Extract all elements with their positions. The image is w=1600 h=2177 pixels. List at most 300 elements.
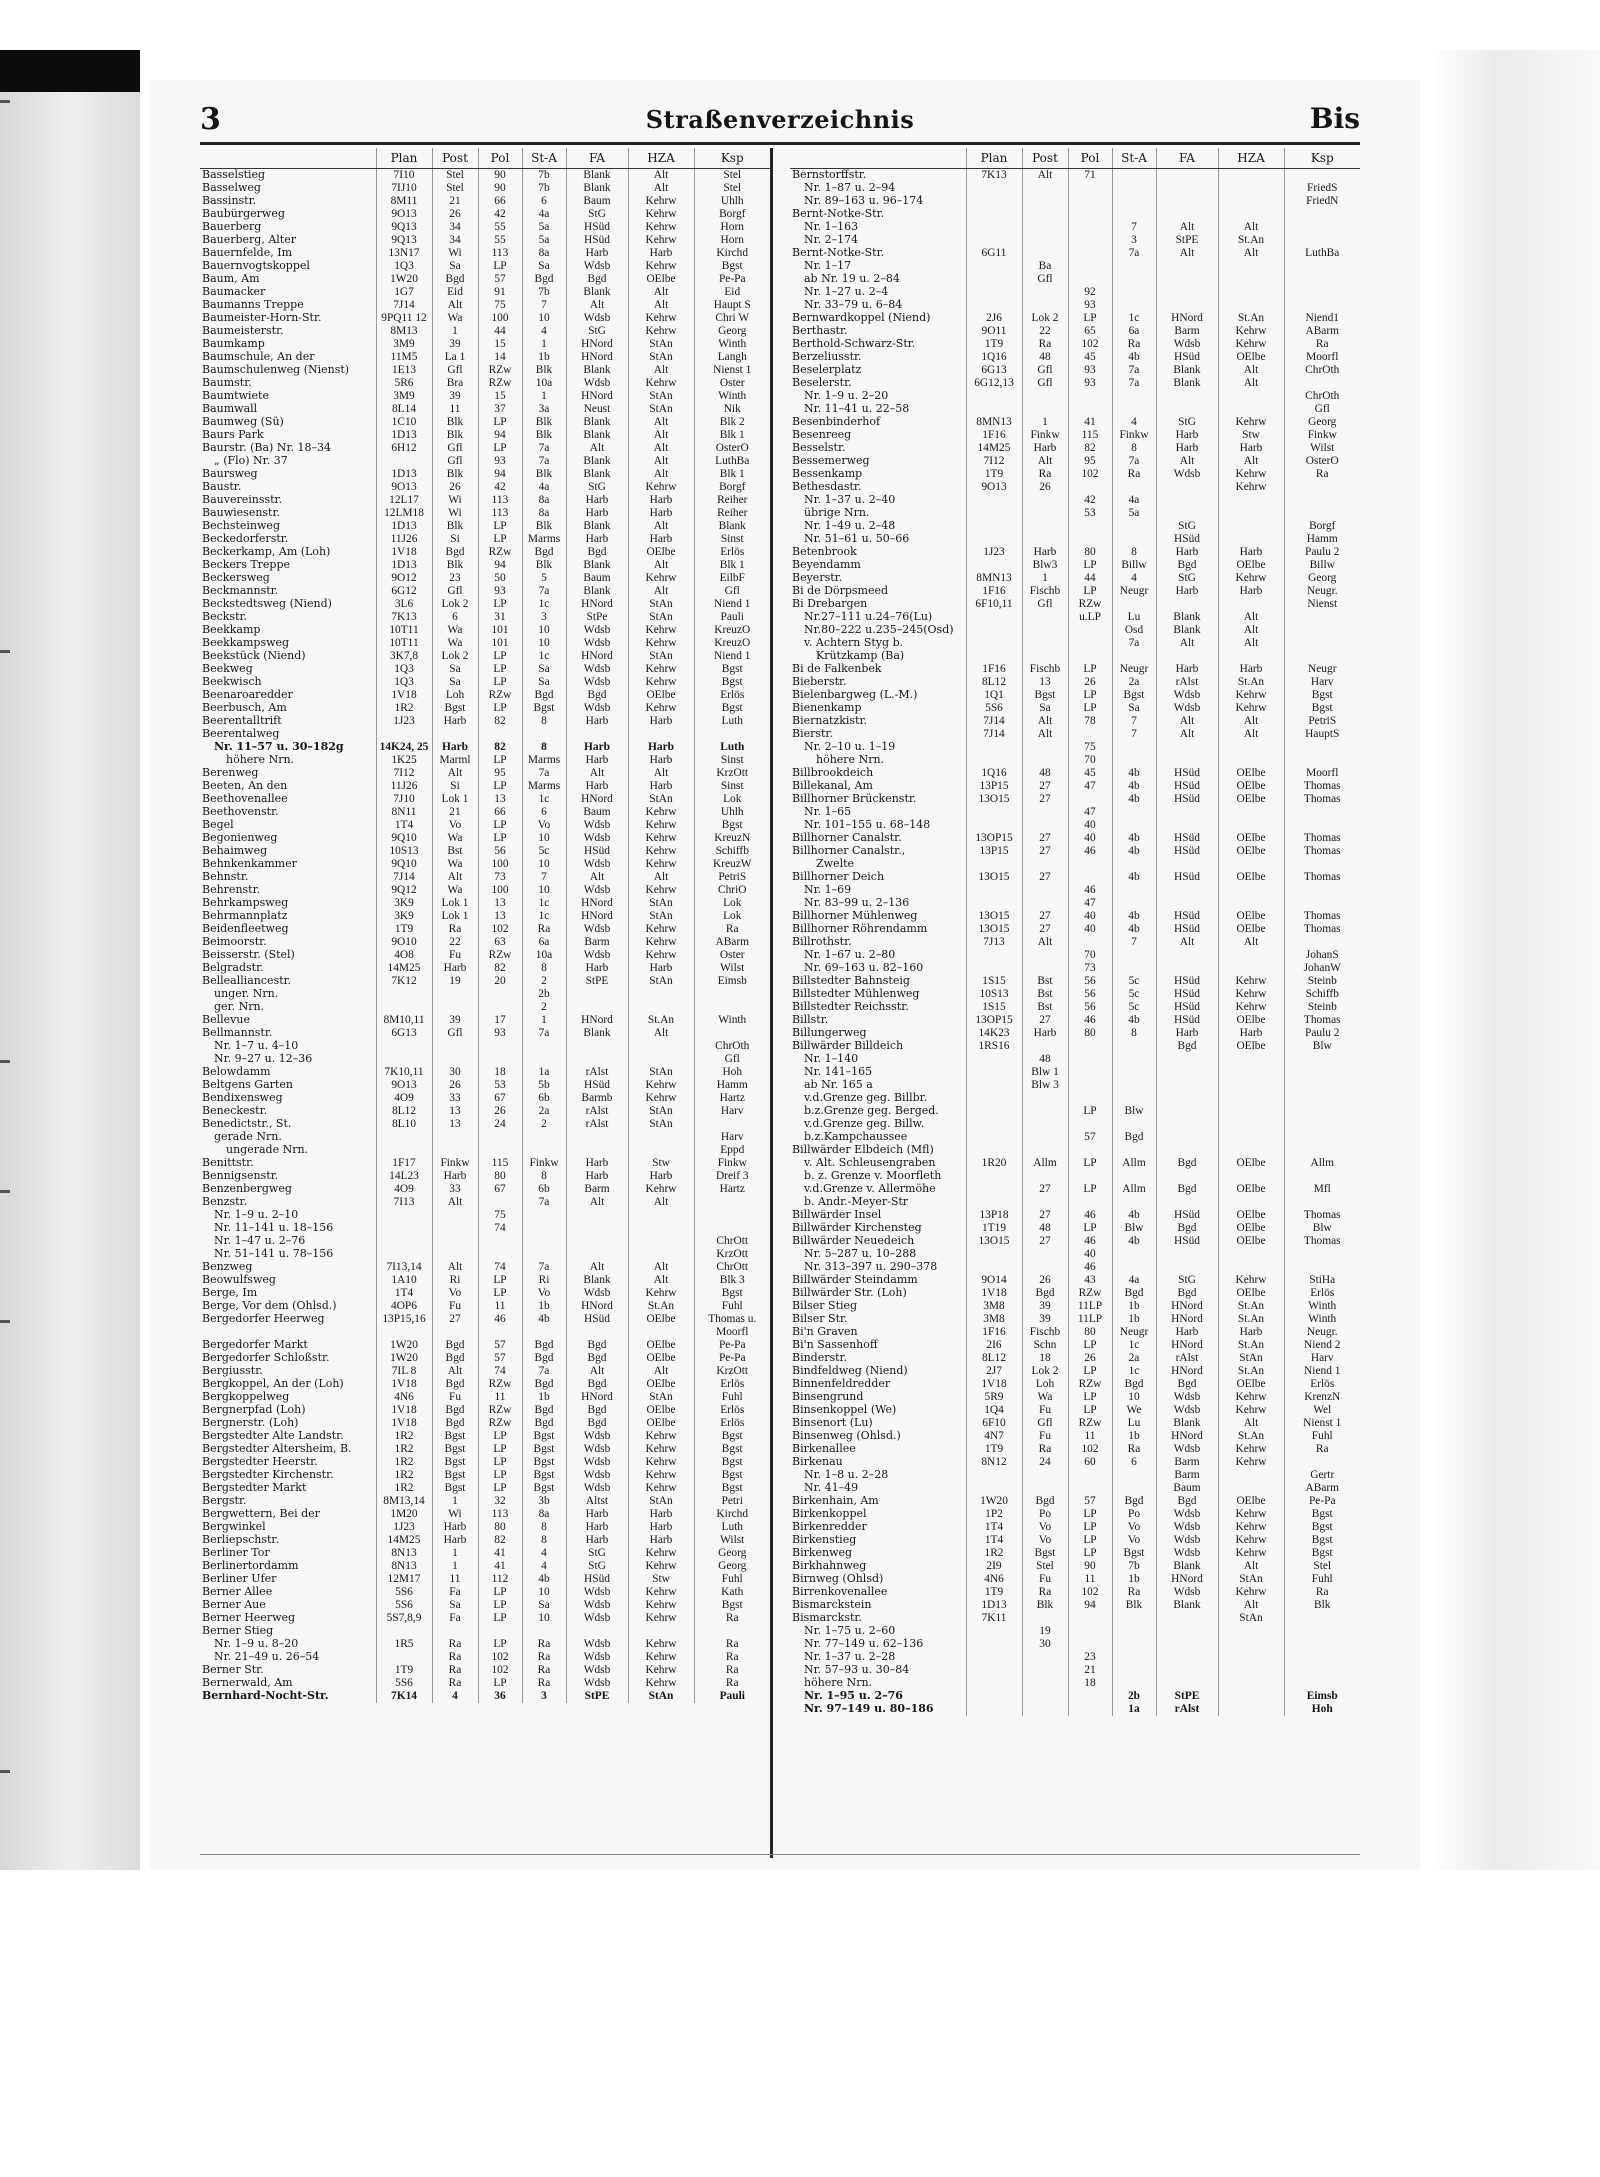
cell-fa: Wdsb (1156, 1443, 1218, 1456)
cell-ksp: Harv (1284, 1352, 1360, 1365)
cell-st-a (1112, 754, 1156, 767)
cell-pol: 102 (478, 923, 522, 936)
cell-fa (1156, 1664, 1218, 1677)
cell-fa: StG (566, 1560, 628, 1573)
cell-plan: 1D13 (376, 520, 432, 533)
street-name: Bi de Falkenbek (792, 663, 882, 676)
street-name: Beneckestr. (202, 1105, 268, 1118)
table-row (200, 494, 770, 507)
cell-ksp (694, 1209, 770, 1222)
cell-hza (1218, 1170, 1284, 1183)
street-name: Bellealliancestr. (202, 975, 292, 988)
cell-hza: OElbe (628, 1313, 694, 1326)
cell-pol: 46 (1068, 1261, 1112, 1274)
cell-ksp: Niend1 (1284, 312, 1360, 325)
cell-hza: Kehrw (1218, 325, 1284, 338)
cell-plan (376, 1235, 432, 1248)
street-name: Billekanal, Am (792, 780, 873, 793)
cell-pol: 80 (1068, 1326, 1112, 1339)
cell-hza: Kehrw (628, 806, 694, 819)
cell-pol: 78 (1068, 715, 1112, 728)
cell-post: Bgst (432, 1482, 478, 1495)
street-name: Nr. 1–7 u. 4–10 (214, 1040, 299, 1053)
cell-post: 11 (432, 1573, 478, 1586)
cell-post: Fischb (1022, 585, 1068, 598)
cell-hza: Harb (628, 1521, 694, 1534)
table-row (200, 169, 770, 183)
cell-pol: LP (1068, 689, 1112, 702)
table-row (200, 806, 770, 819)
cell-ksp: Wel (1284, 1404, 1360, 1417)
cell-st-a: 5c (1112, 988, 1156, 1001)
cell-pol: 66 (478, 806, 522, 819)
cell-plan (966, 611, 1022, 624)
street-name: Billungerweg (792, 1027, 867, 1040)
cell-st-a: Marms (522, 754, 566, 767)
cell-post (1022, 819, 1068, 832)
cell-hza: Kehrw (628, 1456, 694, 1469)
cell-post: 19 (432, 975, 478, 988)
street-name: Behrenstr. (202, 884, 261, 897)
cell-ksp: KreuzO (694, 637, 770, 650)
cell-st-a: 8 (522, 1534, 566, 1547)
cell-post: Bgst (1022, 1547, 1068, 1560)
cell-fa (1156, 1105, 1218, 1118)
cell-hza: OElbe (1218, 832, 1284, 845)
cell-ksp: Niend 1 (694, 650, 770, 663)
cell-hza (1218, 195, 1284, 208)
header-fa: FA (1156, 148, 1218, 169)
table-row (200, 1261, 770, 1274)
table-row (790, 507, 1360, 520)
street-name: Beckerkamp, Am (Loh) (202, 546, 331, 559)
cell-pol: 41 (478, 1560, 522, 1573)
table-row (790, 429, 1360, 442)
cell-st-a: 8a (522, 507, 566, 520)
table-row (790, 1508, 1360, 1521)
cell-plan: 13O15 (966, 1235, 1022, 1248)
cell-plan (966, 1131, 1022, 1144)
cell-plan: 13N17 (376, 247, 432, 260)
cell-pol (1068, 936, 1112, 949)
cell-post: Bgst (432, 1469, 478, 1482)
cell-st-a: 4b (1112, 1235, 1156, 1248)
street-name: Nr. 1–69 (804, 884, 852, 897)
cell-pol: LP (478, 832, 522, 845)
cell-hza: OElbe (1218, 780, 1284, 793)
cell-fa: Barm (1156, 1469, 1218, 1482)
table-row (200, 1521, 770, 1534)
cell-hza: Kehrw (628, 1430, 694, 1443)
cell-fa: Wdsb (1156, 468, 1218, 481)
cell-st-a: 7b (522, 286, 566, 299)
cell-plan: 9O12 (376, 572, 432, 585)
cell-st-a (1112, 962, 1156, 975)
cell-hza: St.An (1218, 676, 1284, 689)
cell-fa: rAlst (1156, 1703, 1218, 1716)
street-name: Birkhahnweg (792, 1560, 867, 1573)
cell-plan: 1A10 (376, 1274, 432, 1287)
cell-st-a (1112, 1248, 1156, 1261)
cell-post: Wi (432, 507, 478, 520)
table-row (790, 715, 1360, 728)
cell-pol: LP (1068, 1339, 1112, 1352)
cell-hza: Alt (628, 468, 694, 481)
cell-ksp (1284, 260, 1360, 273)
cell-post: 26 (1022, 1274, 1068, 1287)
street-name: Bergedorfer Heerweg (202, 1313, 325, 1326)
cell-fa: Wdsb (566, 819, 628, 832)
cell-hza: Kehrw (628, 1469, 694, 1482)
table-row (790, 1404, 1360, 1417)
cell-pol: 113 (478, 507, 522, 520)
cell-st-a: 4b (1112, 1209, 1156, 1222)
cell-plan: 14K24, 25 (376, 741, 432, 754)
table-row (790, 299, 1360, 312)
cell-post: Sa (432, 663, 478, 676)
cell-hza: Kehrw (628, 1599, 694, 1612)
cell-fa: Blank (566, 520, 628, 533)
cell-ksp (1284, 221, 1360, 234)
table-row (200, 520, 770, 533)
cell-hza: Alt (628, 364, 694, 377)
cell-fa: Wdsb (566, 884, 628, 897)
cell-fa (1156, 598, 1218, 611)
cell-st-a: 3 (1112, 234, 1156, 247)
street-name: Beckedorferstr. (202, 533, 289, 546)
cell-plan (376, 1651, 432, 1664)
street-name: Beerentalweg (202, 728, 280, 741)
table-row (790, 949, 1360, 962)
street-table-right (790, 148, 1360, 1716)
cell-pol: 46 (1068, 1209, 1112, 1222)
cell-ksp (694, 1196, 770, 1209)
table-row (200, 546, 770, 559)
cell-st-a: 5a (1112, 507, 1156, 520)
street-name: Baumanns Treppe (202, 299, 304, 312)
table-row (200, 1131, 770, 1144)
table-row (790, 1053, 1360, 1066)
cell-post: Ra (1022, 468, 1068, 481)
cell-st-a (522, 1248, 566, 1261)
cell-hza (1218, 819, 1284, 832)
cell-plan: 7J14 (966, 728, 1022, 741)
cell-hza: OElbe (628, 689, 694, 702)
street-name: Benzstr. (202, 1196, 248, 1209)
cell-st-a (522, 728, 566, 741)
cell-pol: 11 (1068, 1573, 1112, 1586)
cell-st-a: Bgd (1112, 1131, 1156, 1144)
cell-ksp: Eppd (694, 1144, 770, 1157)
cell-post: Fu (1022, 1573, 1068, 1586)
cell-hza: Alt (1218, 936, 1284, 949)
cell-pol: 113 (478, 494, 522, 507)
street-name: Bergstedter Markt (202, 1482, 307, 1495)
cell-post: Harb (432, 1170, 478, 1183)
cell-pol: 41 (478, 1547, 522, 1560)
cell-plan: 1R2 (376, 1430, 432, 1443)
cell-hza (628, 1131, 694, 1144)
cell-post (1022, 221, 1068, 234)
table-row (790, 1300, 1360, 1313)
street-name: Birrenkovenallee (792, 1586, 888, 1599)
cell-fa: Wdsb (566, 1586, 628, 1599)
cell-ksp (1284, 1131, 1360, 1144)
cell-hza: Kehrw (1218, 416, 1284, 429)
cell-plan: 1V18 (966, 1287, 1022, 1300)
cell-plan: 3M8 (966, 1313, 1022, 1326)
cell-st-a: Sa (522, 1599, 566, 1612)
cell-hza (1218, 494, 1284, 507)
street-name: Bergstr. (202, 1495, 247, 1508)
cell-hza: Kehrw (628, 1612, 694, 1625)
cell-pol: 80 (1068, 546, 1112, 559)
table-row (200, 1157, 770, 1170)
cell-st-a: 4b (1112, 910, 1156, 923)
cell-ksp (1284, 234, 1360, 247)
cell-plan: 8M13 (376, 325, 432, 338)
street-name: Bergwettern, Bei der (202, 1508, 320, 1521)
cell-st-a: Blw (1112, 1105, 1156, 1118)
street-name: Beekkamp (202, 624, 261, 637)
cell-plan: 5S6 (376, 1586, 432, 1599)
cell-fa: HSüd (566, 1079, 628, 1092)
cell-pol: RZw (478, 1417, 522, 1430)
table-row (200, 689, 770, 702)
table-row (200, 1638, 770, 1651)
street-table-left (200, 148, 770, 1703)
street-name: Nr. 77–149 u. 62–136 (804, 1638, 924, 1651)
cell-pol: RZw (478, 377, 522, 390)
cell-plan: 2J6 (966, 312, 1022, 325)
street-name: Nr. 1–163 (804, 221, 859, 234)
cell-ksp (1284, 1625, 1360, 1638)
cell-fa: StG (566, 325, 628, 338)
cell-post: Bgd (432, 1378, 478, 1391)
cell-pol: 46 (1068, 884, 1112, 897)
cell-ksp: Borgf (1284, 520, 1360, 533)
cell-st-a (1112, 533, 1156, 546)
street-name: Bernwardkoppel (Niend) (792, 312, 931, 325)
street-name: Bilser Stieg (792, 1300, 858, 1313)
table-row (790, 1690, 1360, 1703)
cell-pol: LP (1068, 1157, 1112, 1170)
cell-st-a (1112, 1092, 1156, 1105)
cell-plan: 1Q3 (376, 260, 432, 273)
cell-pol: 37 (478, 403, 522, 416)
cell-post: Fischb (1022, 1326, 1068, 1339)
street-name: Nr. 51–61 u. 50–66 (804, 533, 910, 546)
cell-pol (1068, 1066, 1112, 1079)
cell-pol: LP (478, 598, 522, 611)
cell-pol: 65 (1068, 325, 1112, 338)
cell-st-a (1112, 182, 1156, 195)
street-name: b. Andr.-Meyer-Str (804, 1196, 909, 1209)
cell-post: 27 (1022, 832, 1068, 845)
cell-fa: Wdsb (566, 663, 628, 676)
table-row (200, 260, 770, 273)
cell-st-a: 2a (1112, 1352, 1156, 1365)
cell-plan: 1T4 (376, 819, 432, 832)
cell-ksp: Ra (694, 1638, 770, 1651)
cell-hza: Kehrw (1218, 1508, 1284, 1521)
cell-hza: Kehrw (1218, 1443, 1284, 1456)
cell-fa: HSüd (1156, 910, 1218, 923)
table-row (790, 884, 1360, 897)
cell-st-a: 7a (1112, 377, 1156, 390)
cell-st-a (1112, 897, 1156, 910)
cell-fa (566, 1053, 628, 1066)
cell-pol (478, 1053, 522, 1066)
cell-ksp: Kirchd (694, 1508, 770, 1521)
cell-ksp: Lok (694, 793, 770, 806)
cell-fa: HSüd (1156, 1235, 1218, 1248)
header-plan: Plan (376, 148, 432, 169)
street-name: Bienenkamp (792, 702, 862, 715)
cell-pol: 40 (1068, 832, 1112, 845)
cell-post: 39 (1022, 1300, 1068, 1313)
cell-fa (1156, 650, 1218, 663)
cell-hza (1218, 897, 1284, 910)
table-row (790, 975, 1360, 988)
cell-ksp: Neugr (1284, 663, 1360, 676)
table-row (790, 351, 1360, 364)
street-name: Baumacker (202, 286, 266, 299)
cell-hza: St.An (1218, 1300, 1284, 1313)
cell-ksp (1284, 936, 1360, 949)
cell-plan: 3M9 (376, 390, 432, 403)
cell-ksp (1284, 897, 1360, 910)
cell-ksp: FriedS (1284, 182, 1360, 195)
cell-hza: Kehrw (628, 195, 694, 208)
cell-st-a: 1c (522, 910, 566, 923)
cell-hza: Kehrw (628, 832, 694, 845)
street-name: Begonienweg (202, 832, 278, 845)
cell-hza: Alt (628, 1027, 694, 1040)
street-name: Nr. 9–27 u. 12–36 (214, 1053, 313, 1066)
cell-st-a: 7 (1112, 221, 1156, 234)
cell-fa: Blank (1156, 1599, 1218, 1612)
cell-pol (478, 1248, 522, 1261)
street-name: Bieberstr. (792, 676, 847, 689)
cell-st-a (1112, 650, 1156, 663)
cell-pol: RZw (478, 1378, 522, 1391)
cell-ksp (694, 1222, 770, 1235)
cell-hza: StAn (628, 403, 694, 416)
cell-plan (966, 949, 1022, 962)
cell-plan (966, 754, 1022, 767)
table-row (200, 728, 770, 741)
cell-fa: Alt (1156, 455, 1218, 468)
cell-plan: 11M5 (376, 351, 432, 364)
cell-st-a: 8 (1112, 442, 1156, 455)
cell-fa: Wdsb (566, 1677, 628, 1690)
cell-fa: StPE (566, 1690, 628, 1703)
cell-st-a: 4 (522, 1547, 566, 1560)
cell-plan: 6F10,11 (966, 598, 1022, 611)
cell-hza (1218, 1118, 1284, 1131)
street-name: ungerade Nrn. (226, 1144, 309, 1157)
cell-post (432, 728, 478, 741)
cell-pol: LP (478, 780, 522, 793)
cell-ksp: Erlös (694, 689, 770, 702)
street-name: Nr. 1–67 u. 2–80 (804, 949, 896, 962)
cell-ksp (1284, 1118, 1360, 1131)
cell-pol: 57 (1068, 1131, 1112, 1144)
cell-plan: 1T4 (966, 1521, 1022, 1534)
cell-pol: 60 (1068, 1456, 1112, 1469)
cell-fa: HSüd (1156, 793, 1218, 806)
cell-st-a: Bgd (522, 1417, 566, 1430)
cell-post: Po (1022, 1508, 1068, 1521)
cell-fa: Harb (1156, 429, 1218, 442)
cell-plan: 2J7 (966, 1365, 1022, 1378)
cell-hza: Alt (628, 442, 694, 455)
cell-ksp: Fuhl (694, 1391, 770, 1404)
street-name: Behnkenkammer (202, 858, 297, 871)
cell-plan: 7I12 (376, 767, 432, 780)
cell-pol: 18 (1068, 1677, 1112, 1690)
cell-hza: Harb (1218, 1027, 1284, 1040)
cell-hza: OElbe (628, 1339, 694, 1352)
cell-ksp (1284, 884, 1360, 897)
header-plan: Plan (966, 148, 1022, 169)
cell-post: 6 (432, 611, 478, 624)
table-row (200, 403, 770, 416)
cell-ksp: Hartz (694, 1183, 770, 1196)
cell-post: 11 (432, 403, 478, 416)
cell-st-a: Allm (1112, 1157, 1156, 1170)
cell-pol: RZw (478, 689, 522, 702)
street-name: Nr. 89–163 u. 96–174 (804, 195, 924, 208)
cell-ksp (1284, 273, 1360, 286)
cell-hza: Harb (628, 741, 694, 754)
cell-pol: 82 (1068, 442, 1112, 455)
cell-post (1022, 1651, 1068, 1664)
cell-post (432, 1053, 478, 1066)
cell-fa: Wdsb (566, 377, 628, 390)
cell-ksp: Blw (1284, 1222, 1360, 1235)
cell-ksp: Nienst (1284, 598, 1360, 611)
cell-plan: 2I9 (966, 1560, 1022, 1573)
cell-hza: Kehrw (628, 234, 694, 247)
cell-ksp (694, 1001, 770, 1014)
street-name: Binnenfeldredder (792, 1378, 891, 1391)
cell-pol: 94 (1068, 1599, 1112, 1612)
cell-pol: 11 (1068, 1430, 1112, 1443)
cell-hza (1218, 598, 1284, 611)
cell-fa: rAlst (1156, 1352, 1218, 1365)
cell-ksp (694, 1118, 770, 1131)
street-name: Nr. 1–9 u. 8–20 (214, 1638, 299, 1651)
cell-post: 27 (1022, 871, 1068, 884)
cell-fa: Alt (1156, 715, 1218, 728)
cell-plan: 9O14 (966, 1274, 1022, 1287)
cell-fa (566, 1209, 628, 1222)
cell-fa: Wdsb (566, 949, 628, 962)
cell-ksp (1284, 481, 1360, 494)
cell-hza (1218, 208, 1284, 221)
street-name: Nr. 141–165 (804, 1066, 873, 1079)
cell-fa (566, 1144, 628, 1157)
cell-hza: Stw (628, 1573, 694, 1586)
street-name: Bergnerpfad (Loh) (202, 1404, 306, 1417)
cell-fa: Harb (566, 1521, 628, 1534)
cell-ksp: Thomas u. (694, 1313, 770, 1326)
cell-post: Blk (432, 468, 478, 481)
cell-pol: 26 (1068, 676, 1112, 689)
table-row (200, 845, 770, 858)
